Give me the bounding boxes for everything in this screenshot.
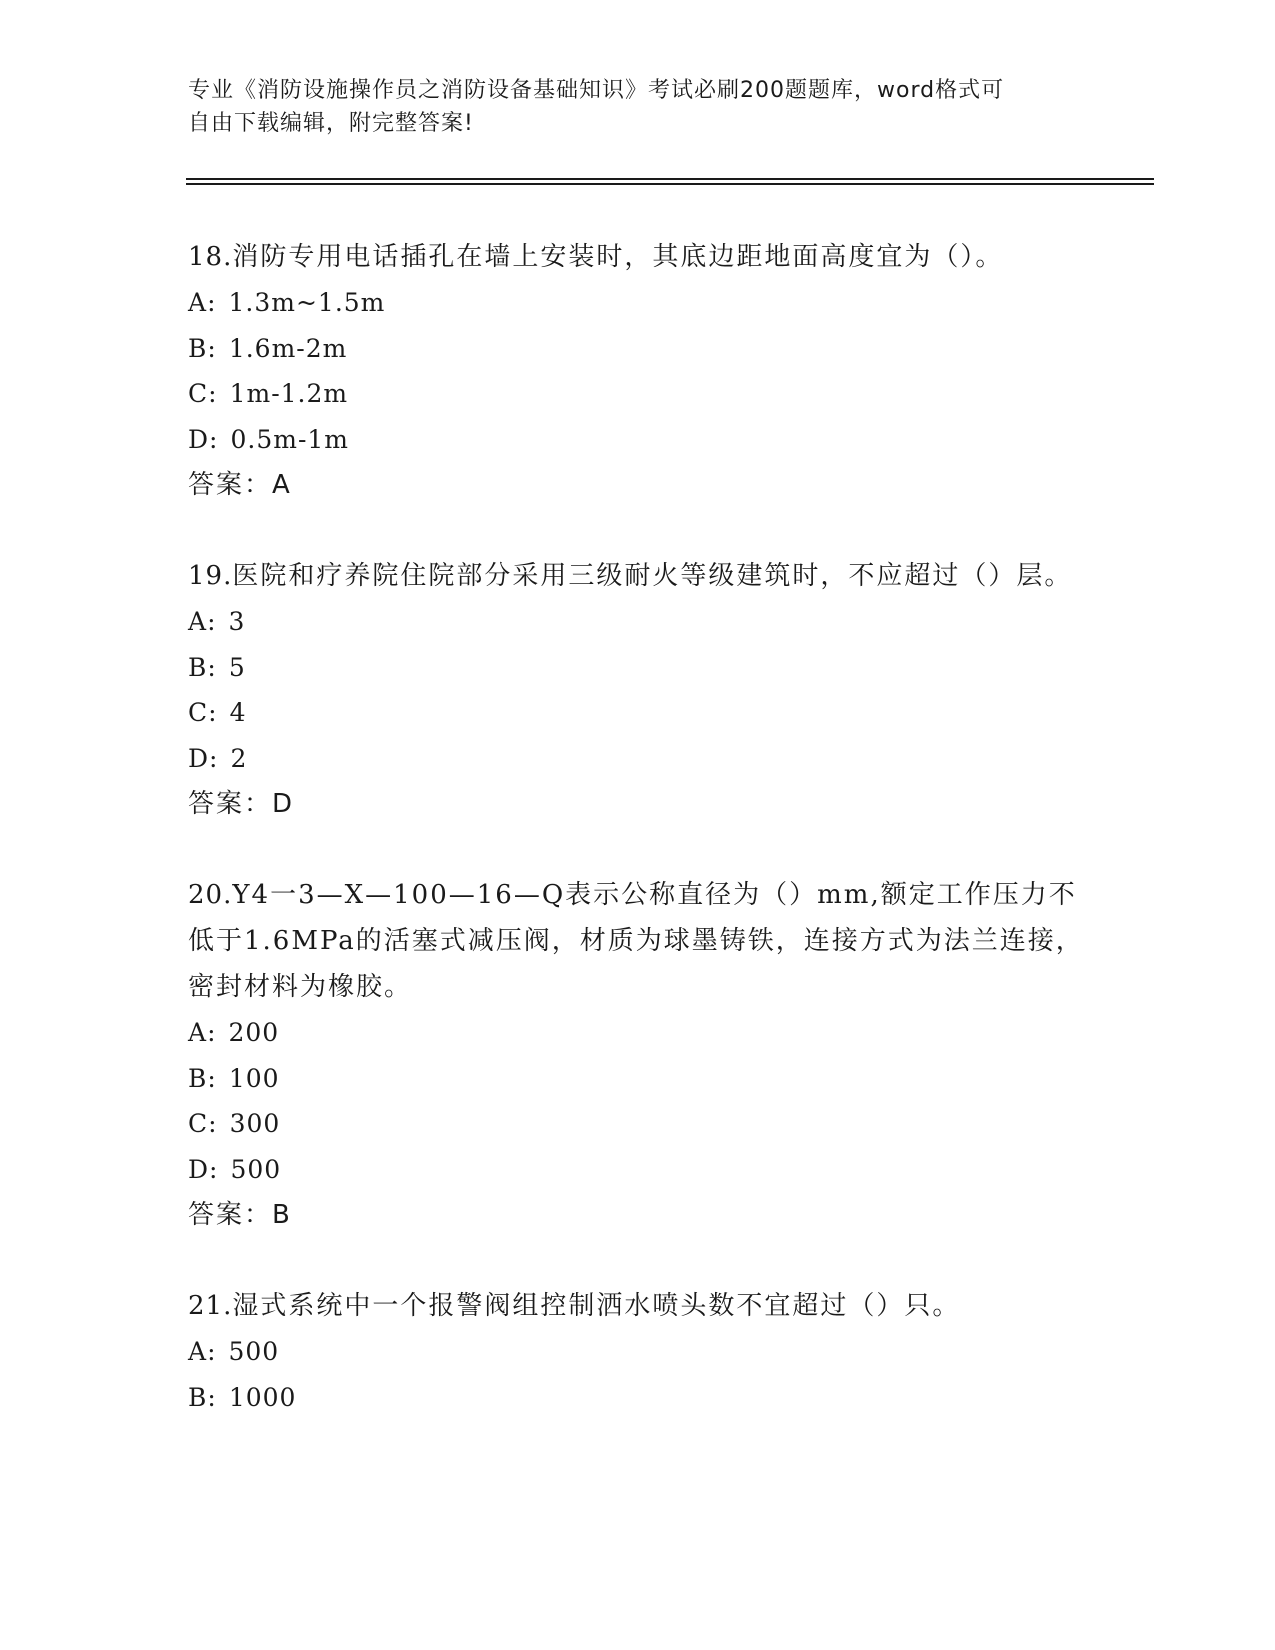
option-letter: B: [188, 652, 208, 682]
option-separator: :: [207, 1337, 217, 1366]
option-letter: A: [188, 607, 208, 636]
header-line-2: 自由下载编辑，附完整答案!: [188, 111, 474, 136]
option-separator: :: [207, 1382, 217, 1412]
option-separator: :: [209, 743, 219, 773]
header-double-rule: [186, 178, 1154, 185]
option-text: 5: [228, 652, 246, 682]
option-text: 200: [228, 1018, 280, 1047]
option-letter: B: [188, 1382, 208, 1412]
option-separator: :: [207, 607, 217, 636]
option-separator: :: [207, 1018, 217, 1047]
question-text: [188, 234, 1088, 280]
question-stem: 消防专用电话插孔在墙上安装时，其底边距地面高度宜为（）。: [232, 242, 1004, 272]
option-text: 4: [229, 698, 247, 727]
option-d: [188, 417, 1088, 463]
answer-line: [188, 462, 1088, 508]
option-separator: :: [207, 288, 217, 317]
document-header: [188, 74, 1088, 140]
option-letter: A: [188, 1337, 208, 1366]
answer-value: A: [272, 470, 292, 500]
header-line-1: 专业《消防设施操作员之消防设备基础知识》考试必刷200题题库，word格式可: [188, 78, 1005, 103]
option-separator: :: [207, 1063, 217, 1093]
option-separator: :: [207, 652, 217, 682]
question-number: 19.: [188, 561, 233, 591]
question-number: 21.: [188, 1291, 233, 1321]
answer-line: [188, 1192, 1088, 1238]
option-text: 300: [229, 1109, 281, 1138]
option-separator: :: [207, 333, 217, 363]
option-text: 1.3m~1.5m: [228, 288, 386, 317]
option-letter: D: [188, 1154, 210, 1184]
option-text: 1000: [228, 1382, 297, 1412]
question-21: [188, 1283, 1088, 1420]
option-c: [188, 371, 1088, 417]
option-b: [188, 1375, 1088, 1421]
rule-bottom: [186, 183, 1154, 185]
option-b: [188, 326, 1088, 372]
question-stem: 湿式系统中一个报警阀组控制洒水喷头数不宜超过（）只。: [232, 1291, 961, 1321]
option-letter: B: [188, 1063, 208, 1093]
option-d: [188, 736, 1088, 782]
option-text: 1m-1.2m: [229, 379, 349, 408]
option-separator: :: [208, 379, 218, 408]
option-letter: C: [188, 698, 209, 727]
option-separator: :: [208, 1109, 218, 1138]
option-b: [188, 1056, 1088, 1102]
question-text: [188, 553, 1088, 599]
option-text: 500: [230, 1154, 282, 1184]
option-letter: B: [188, 333, 208, 363]
answer-line: [188, 781, 1088, 827]
option-d: [188, 1147, 1088, 1193]
option-b: [188, 645, 1088, 691]
option-separator: :: [209, 1154, 219, 1184]
option-text: 3: [228, 607, 246, 636]
question-text: [188, 1283, 1088, 1329]
option-c: [188, 690, 1088, 736]
answer-value: B: [272, 1200, 292, 1230]
question-stem: 医院和疗养院住院部分采用三级耐火等级建筑时，不应超过（）层。: [232, 561, 1073, 591]
answer-label: 答案：: [188, 1200, 273, 1230]
question-20: [188, 872, 1088, 1238]
option-text: 2: [230, 743, 248, 773]
option-letter: A: [188, 288, 208, 317]
option-letter: D: [188, 424, 210, 454]
question-text: [188, 872, 1088, 1010]
option-text: 100: [228, 1063, 280, 1093]
option-text: 500: [228, 1337, 280, 1366]
question-list: [188, 234, 1088, 1465]
question-number: 20.: [188, 880, 233, 910]
option-letter: C: [188, 379, 209, 408]
option-separator: :: [208, 698, 218, 727]
answer-label: 答案：: [188, 470, 273, 500]
option-letter: D: [188, 743, 210, 773]
rule-top: [186, 178, 1154, 180]
question-19: [188, 553, 1088, 827]
option-a: [188, 1010, 1088, 1056]
question-18: [188, 234, 1088, 508]
option-letter: C: [188, 1109, 209, 1138]
option-a: [188, 1329, 1088, 1375]
answer-value: D: [272, 789, 295, 819]
question-stem: Y4一3—X—100—16—Q表示公称直径为（）mm,额定工作压力不低于1.6MPa的活塞式减压阀，材质为球墨铸铁，连接方式为法兰连接，密封材料为橡胶。: [188, 880, 1084, 1002]
option-letter: A: [188, 1018, 208, 1047]
option-a: [188, 599, 1088, 645]
option-text: 1.6m-2m: [228, 333, 348, 363]
option-text: 0.5m-1m: [230, 424, 350, 454]
answer-label: 答案：: [188, 789, 273, 819]
option-c: [188, 1101, 1088, 1147]
option-a: [188, 280, 1088, 326]
question-number: 18.: [188, 242, 233, 272]
option-separator: :: [209, 424, 219, 454]
